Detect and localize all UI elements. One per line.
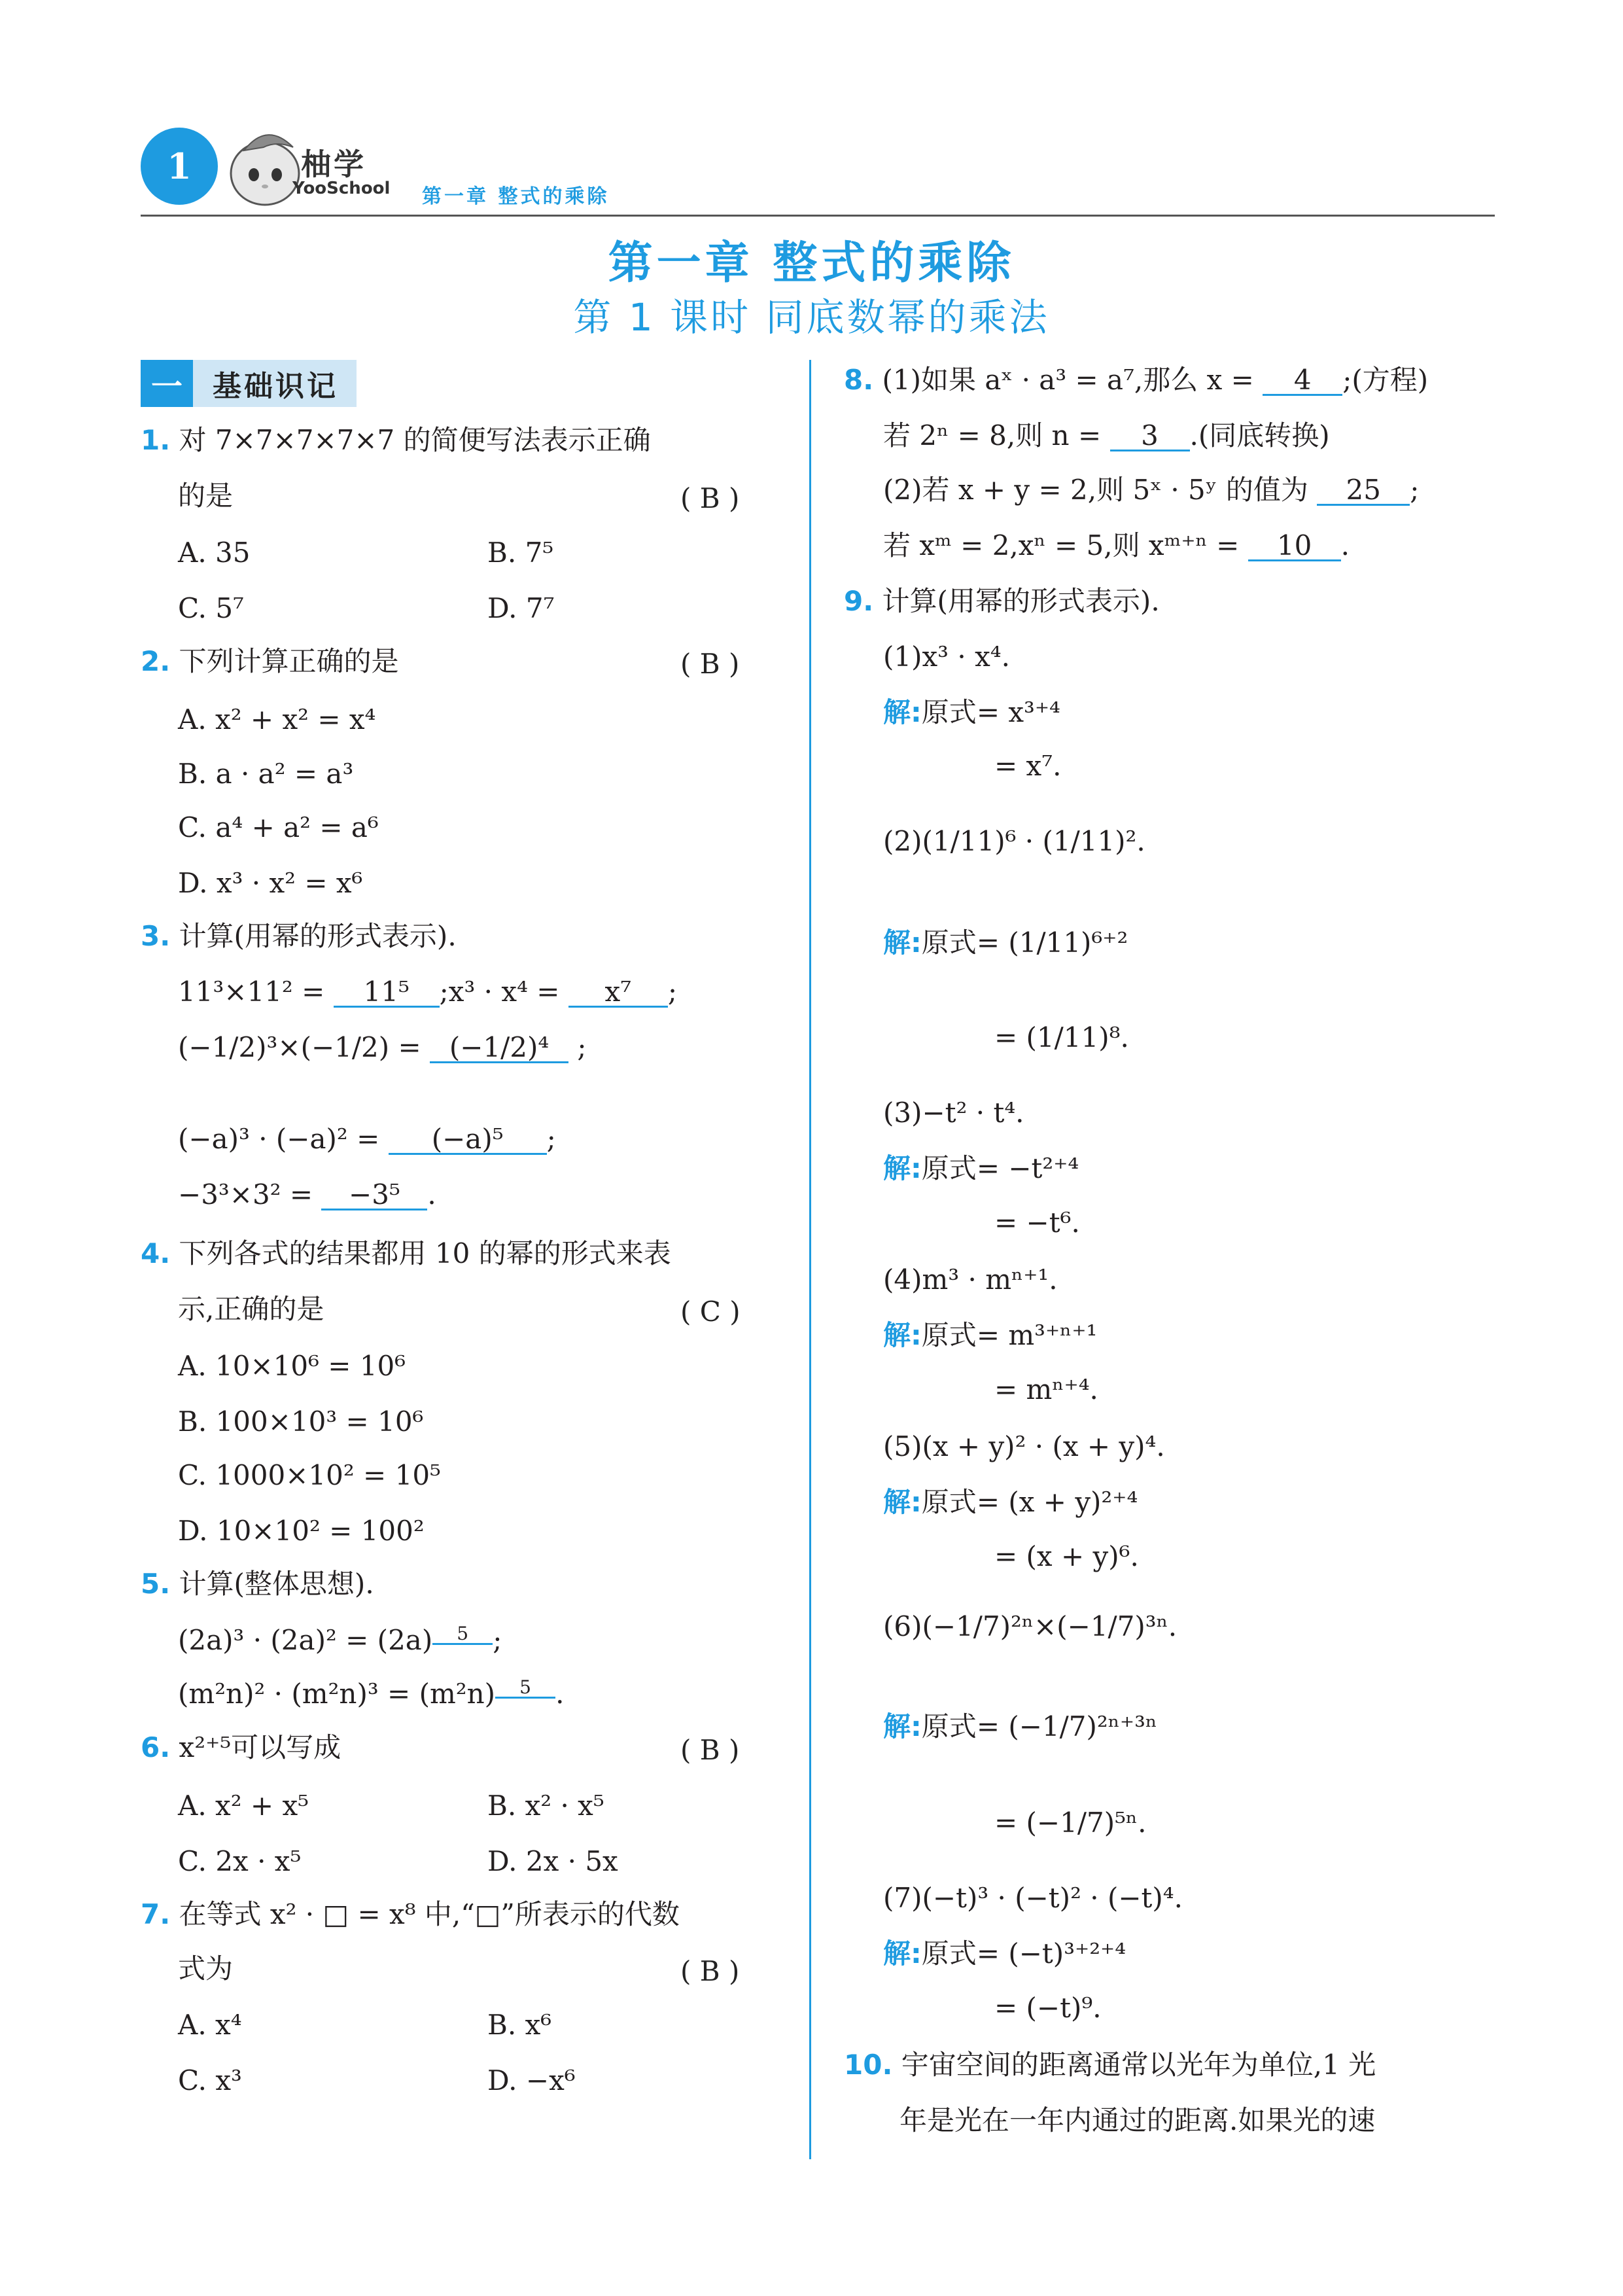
q9-solution-5: 解:原式= (x + y)²⁺⁴ [883, 1486, 1138, 1518]
q9-solution-7: 解:原式= (−t)³⁺²⁺⁴ [883, 1937, 1126, 1969]
q8-line-2: 若 2ⁿ = 8,则 n = 3 .(同底转换) [883, 419, 1330, 451]
page-number: 1 [141, 128, 218, 205]
q5-line-1: (2a)³ · (2a)² = (2a) $^5$ ; [178, 1623, 502, 1656]
q10-line-2: 年是光在一年内通过的距离.如果光的速 [899, 2104, 1376, 2136]
section-label: 基础识记 [213, 370, 338, 403]
q1-choice-d: D. 7⁷ [487, 592, 555, 624]
q1-number: 1. [141, 424, 171, 456]
q4-choice-a: A. 10×10⁶ = 10⁶ [178, 1350, 406, 1382]
lesson-title: 第 1 课时 同底数幂的乘法 [573, 295, 1050, 340]
q5-stem [141, 1570, 374, 1598]
q8-blank-3: 25 [1317, 476, 1410, 506]
q9-solution-4: 解:原式= m³⁺ⁿ⁺¹ [883, 1319, 1098, 1351]
q9-result-2: = (1/11)⁸. [994, 1021, 1129, 1053]
q2-answer: ( B ) [680, 648, 740, 680]
q9-part-6: (6)(−1/7)²ⁿ×(−1/7)³ⁿ. [883, 1610, 1178, 1642]
q3-line-3: (−a)³ · (−a)² = (−a)⁵ ; [178, 1123, 556, 1155]
q6-choice-c: C. 2x · x⁵ [178, 1845, 302, 1877]
q2-choice-c: C. a⁴ + a² = a⁶ [178, 811, 379, 843]
q5-blank-1: 5 [432, 1625, 493, 1645]
q9-solution-3: 解:原式= −t²⁺⁴ [883, 1152, 1079, 1184]
q3-blank-5: −3⁵ [321, 1181, 427, 1210]
section-number: 一 [141, 360, 193, 407]
q10-number: 10. [844, 2049, 893, 2081]
q7-choice-c: C. x³ [178, 2064, 242, 2096]
q8-line-4: 若 xᵐ = 2,xⁿ = 5,则 xᵐ⁺ⁿ = 10 . [883, 529, 1350, 561]
q3-line-4: −3³×3² = −3⁵ . [178, 1178, 436, 1210]
q6-choice-d: D. 2x · 5x [487, 1845, 618, 1877]
q3-blank-1: 11⁵ [334, 978, 440, 1008]
q1-stem [141, 424, 651, 456]
q9-result-4: = mⁿ⁺⁴. [994, 1373, 1098, 1405]
q2-stem-text: 下列计算正确的是 [179, 645, 399, 677]
q2-choice-b: B. a · a² = a³ [178, 758, 354, 790]
q6-stem-text: x²⁺⁵可以写成 [179, 1731, 341, 1763]
q8-blank-1: 4 [1263, 366, 1342, 396]
q3-stem [141, 920, 457, 952]
q6-number: 6. [141, 1731, 171, 1763]
q2-number: 2. [141, 645, 171, 677]
q10-line-1: 10. 宇宙空间的距离通常以光年为单位,1 光 [844, 2049, 1376, 2081]
q6-choice-b: B. x² · x⁵ [487, 1790, 604, 1822]
q8-number: 8. [844, 364, 874, 396]
q9-result-1: = x⁷. [994, 750, 1062, 782]
q8-line-1: 8. (1)如果 aˣ · a³ = a⁷,那么 x = 4 ;(方程) [844, 364, 1429, 396]
q4-stem-2: 示,正确的是 [178, 1293, 324, 1325]
q3-line-1: 11³×11² = 11⁵ ;x³ · x⁴ = x⁷ ; [178, 976, 677, 1008]
q3-blank-2: x⁷ [568, 978, 668, 1008]
q1-answer: ( B ) [680, 482, 740, 514]
q9-number: 9. [844, 585, 874, 617]
q3-blank-4: (−a)⁵ [389, 1125, 547, 1155]
q4-answer: ( C ) [680, 1296, 741, 1328]
q2-choice-a: A. x² + x² = x⁴ [178, 703, 376, 735]
q9-part-5: (5)(x + y)² · (x + y)⁴. [883, 1430, 1165, 1462]
q5-number: 5. [141, 1568, 171, 1600]
q7-number: 7. [141, 1898, 171, 1930]
page-header [141, 121, 1495, 216]
q7-stem-text: 在等式 x² · □ = x⁸ 中,“□”所表示的代数 [179, 1898, 680, 1930]
q4-stem [141, 1237, 671, 1269]
chapter-title: 第一章 整式的乘除 [608, 238, 1015, 289]
q9-solution-1: 解:原式= x³⁺⁴ [883, 696, 1060, 728]
q1-stem-2: 的是 [178, 480, 234, 512]
q7-choice-d: D. −x⁶ [487, 2064, 576, 2096]
brand-name-en: YooSchool [292, 179, 391, 198]
q9-result-3: = −t⁶. [994, 1207, 1080, 1239]
q7-choice-a: A. x⁴ [178, 2009, 242, 2041]
q9-part-3: (3)−t² · t⁴. [883, 1097, 1024, 1129]
q4-stem-text: 下列各式的结果都用 10 的幂的形式来表 [179, 1237, 671, 1269]
q9-part-7: (7)(−t)³ · (−t)² · (−t)⁴. [883, 1882, 1183, 1914]
q8-line-3: (2)若 x + y = 2,则 5ˣ · 5ʸ 的值为 25 ; [883, 474, 1420, 506]
column-divider [809, 360, 811, 2159]
q6-choice-a: A. x² + x⁵ [178, 1790, 309, 1822]
q9-solution-2: 解:原式= (1/11)⁶⁺² [883, 927, 1128, 959]
q1-stem-text: 对 7×7×7×7×7 的简便写法表示正确 [179, 424, 651, 456]
q2-choice-d: D. x³ · x² = x⁶ [178, 867, 363, 899]
q1-choice-b: B. 7⁵ [487, 537, 554, 569]
q7-stem-2: 式为 [178, 1952, 234, 1985]
brand-name: 柚学 [301, 147, 366, 182]
q7-choice-b: B. x⁶ [487, 2009, 552, 2041]
q4-choice-c: C. 1000×10² = 10⁵ [178, 1459, 441, 1491]
q9-stem: 9. 计算(用幂的形式表示). [844, 585, 1160, 617]
q6-answer: ( B ) [680, 1734, 740, 1766]
q6-stem [141, 1731, 341, 1763]
q9-solution-6: 解:原式= (−1/7)²ⁿ⁺³ⁿ [883, 1710, 1158, 1742]
header-divider [141, 215, 1495, 217]
q3-blank-3: (−1/2)⁴ [430, 1034, 568, 1063]
q3-stem-text: 计算(用幂的形式表示). [179, 920, 457, 952]
q2-stem [141, 645, 399, 677]
q1-choice-c: C. 5⁷ [178, 592, 244, 624]
q7-answer: ( B ) [680, 1955, 740, 1987]
q4-choice-b: B. 100×10³ = 10⁶ [178, 1405, 424, 1438]
q5-stem-text: 计算(整体思想). [179, 1568, 374, 1600]
q9-part-4: (4)m³ · mⁿ⁺¹. [883, 1263, 1058, 1296]
section-tag [141, 360, 357, 407]
q9-part-2: (2)(1/11)⁶ · (1/11)². [883, 825, 1145, 857]
q8-blank-4: 10 [1248, 532, 1341, 561]
q9-result-6: = (−1/7)⁵ⁿ. [994, 1807, 1147, 1839]
q8-blank-2: 3 [1110, 422, 1190, 451]
q3-line-2: (−1/2)³×(−1/2) = (−1/2)⁴ ; [178, 1031, 587, 1063]
q3-number: 3. [141, 920, 171, 952]
q7-stem [141, 1898, 680, 1930]
q9-result-5: = (x + y)⁶. [994, 1540, 1139, 1572]
q4-choice-d: D. 10×10² = 100² [178, 1515, 425, 1547]
q9-part-1: (1)x³ · x⁴. [883, 641, 1010, 673]
header-chapter: 第一章 整式的乘除 [422, 185, 610, 208]
q4-number: 4. [141, 1237, 171, 1269]
q5-blank-2: 5 [495, 1678, 555, 1699]
q9-result-7: = (−t)⁹. [994, 1992, 1102, 2024]
q1-choice-a: A. 35 [178, 537, 251, 569]
q5-line-2: (m²n)² · (m²n)³ = (m²n) $^5$ . [178, 1676, 565, 1710]
